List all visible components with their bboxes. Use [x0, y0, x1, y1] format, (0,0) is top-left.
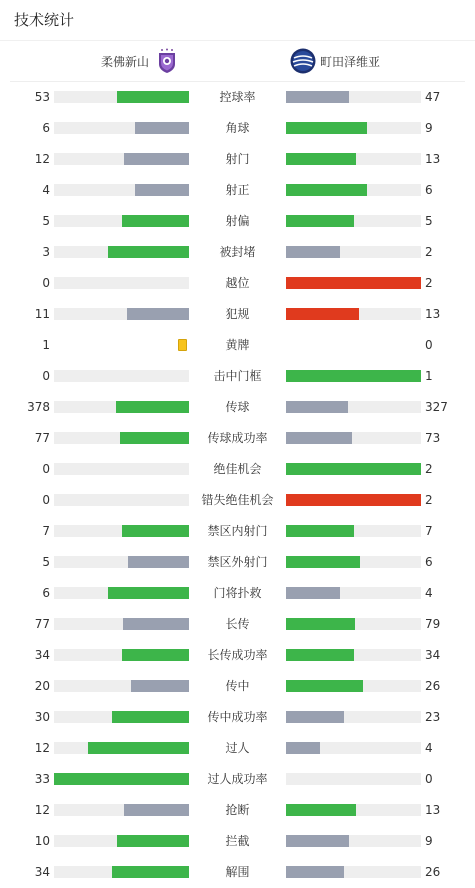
- away-stat-bar: [286, 742, 421, 754]
- home-stat-bar: [54, 618, 189, 630]
- home-stat-bar: [54, 463, 189, 475]
- away-stat-value: 13: [425, 152, 441, 166]
- away-stat-bar: [286, 215, 421, 227]
- home-stat-value: 34: [34, 648, 50, 662]
- home-stat-value: 33: [34, 772, 50, 786]
- stat-row: [0, 144, 475, 175]
- home-stat-value: 378: [27, 400, 50, 414]
- stat-row: [0, 299, 475, 330]
- away-stat-bar: [286, 91, 421, 103]
- stat-row: [0, 237, 475, 268]
- away-stat-bar-fill: [286, 246, 340, 258]
- away-stat-bar-fill: [286, 525, 354, 537]
- away-stat-bar-fill: [286, 587, 340, 599]
- home-stat-value: 77: [34, 431, 50, 445]
- home-team[interactable]: [101, 41, 177, 81]
- home-stat-value: 7: [42, 524, 50, 538]
- away-stat-value: 2: [425, 493, 433, 507]
- away-stat-bar-fill: [286, 835, 349, 847]
- home-stat-bar: [54, 494, 189, 506]
- stat-label: 错失绝佳机会: [201, 493, 274, 507]
- stat-label: 禁区内射门: [207, 524, 268, 538]
- away-stat-bar-fill: [286, 680, 363, 692]
- stat-label: 角球: [225, 121, 250, 135]
- stat-row: [0, 330, 475, 361]
- away-stat-value: 23: [425, 710, 441, 724]
- home-stat-bar-fill: [108, 587, 189, 599]
- teams-header: [10, 41, 465, 82]
- away-stat-bar-fill: [286, 153, 356, 165]
- home-stat-bar-fill: [122, 525, 190, 537]
- away-stat-bar-fill: [286, 91, 349, 103]
- away-stat-value: 1: [425, 369, 433, 383]
- stat-label: 过人: [225, 741, 250, 755]
- stat-label: 解围: [225, 865, 250, 879]
- johor-crest-icon: [157, 48, 177, 74]
- away-stat-bar-fill: [286, 277, 421, 289]
- home-stat-bar: [54, 370, 189, 382]
- home-stat-bar: [54, 866, 189, 878]
- stat-label: 黄牌: [225, 338, 250, 352]
- stat-label: 绝佳机会: [213, 462, 262, 476]
- away-stat-value: 34: [425, 648, 441, 662]
- away-stat-bar-fill: [286, 866, 344, 878]
- away-stat-bar: [286, 618, 421, 630]
- home-stat-value: 30: [34, 710, 50, 724]
- away-stat-bar-fill: [286, 649, 354, 661]
- home-stat-bar-fill: [135, 122, 189, 134]
- home-stat-bar-fill: [116, 401, 189, 413]
- stats-list: [0, 82, 475, 888]
- home-stat-bar-fill: [120, 432, 189, 444]
- away-stat-bar: [286, 246, 421, 258]
- home-stat-bar: [54, 401, 189, 413]
- stat-row: [0, 795, 475, 826]
- away-stat-bar: [286, 773, 421, 785]
- home-stat-bar-fill: [128, 556, 189, 568]
- away-stat-bar-fill: [286, 308, 359, 320]
- away-stat-bar-fill: [286, 122, 367, 134]
- stat-row: [0, 485, 475, 516]
- home-stat-bar: [54, 649, 189, 661]
- stat-label: 击中门框: [213, 369, 262, 383]
- away-stat-bar-fill: [286, 804, 356, 816]
- away-team-name: 町田泽维亚: [320, 54, 381, 69]
- yellow-card-icon: [178, 339, 187, 351]
- stat-label: 射正: [225, 183, 250, 197]
- away-stat-bar: [286, 463, 421, 475]
- away-stat-value: 0: [425, 772, 433, 786]
- away-stat-bar: [286, 866, 421, 878]
- away-stat-value: 9: [425, 834, 433, 848]
- home-stat-bar: [54, 773, 189, 785]
- home-stat-value: 6: [42, 121, 50, 135]
- away-stat-value: 327: [425, 400, 448, 414]
- away-team[interactable]: [290, 41, 380, 81]
- home-stat-value: 0: [42, 462, 50, 476]
- away-stat-value: 26: [425, 865, 441, 879]
- away-stat-value: 73: [425, 431, 441, 445]
- home-stat-value: 0: [42, 493, 50, 507]
- away-stat-bar: [286, 494, 421, 506]
- stat-row: [0, 423, 475, 454]
- away-stat-bar: [286, 649, 421, 661]
- away-stat-value: 0: [425, 338, 433, 352]
- stat-label: 传中成功率: [207, 710, 268, 724]
- away-stat-bar-fill: [286, 401, 348, 413]
- away-stat-bar-fill: [286, 432, 352, 444]
- away-stat-value: 13: [425, 307, 441, 321]
- stat-row: [0, 733, 475, 764]
- home-stat-bar: [54, 215, 189, 227]
- stat-row: [0, 82, 475, 113]
- stat-label: 犯规: [225, 307, 250, 321]
- home-stat-bar-fill: [131, 680, 189, 692]
- home-stat-bar: [54, 587, 189, 599]
- home-stat-value: 12: [34, 741, 50, 755]
- stat-row: [0, 113, 475, 144]
- away-stat-value: 47: [425, 90, 441, 104]
- home-stat-bar: [54, 122, 189, 134]
- stat-label: 禁区外射门: [207, 555, 268, 569]
- stat-label: 射偏: [225, 214, 250, 228]
- stat-row: [0, 454, 475, 485]
- stat-row: [0, 857, 475, 888]
- home-stat-bar-fill: [117, 835, 189, 847]
- away-stat-bar-fill: [286, 556, 360, 568]
- stat-label: 射门: [225, 152, 250, 166]
- home-stat-value: 20: [34, 679, 50, 693]
- home-stat-bar: [54, 835, 189, 847]
- home-stat-value: 4: [42, 183, 50, 197]
- home-stat-value: 1: [42, 338, 50, 352]
- away-stat-value: 7: [425, 524, 433, 538]
- stat-row: [0, 578, 475, 609]
- away-stat-value: 4: [425, 741, 433, 755]
- home-stat-value: 53: [34, 90, 50, 104]
- home-stat-bar: [54, 153, 189, 165]
- home-stat-value: 0: [42, 369, 50, 383]
- stat-row: [0, 175, 475, 206]
- home-stat-value: 5: [42, 555, 50, 569]
- stat-row: [0, 702, 475, 733]
- away-stat-value: 5: [425, 214, 433, 228]
- stat-label: 过人成功率: [207, 772, 268, 786]
- stat-label: 传球成功率: [207, 431, 268, 445]
- away-stat-value: 26: [425, 679, 441, 693]
- home-stat-bar: [54, 556, 189, 568]
- away-stat-bar: [286, 277, 421, 289]
- home-stat-bar: [54, 680, 189, 692]
- home-stat-bar: [54, 742, 189, 754]
- home-stat-bar-fill: [112, 711, 189, 723]
- away-stat-bar: [286, 525, 421, 537]
- away-stat-bar: [286, 835, 421, 847]
- home-stat-bar-fill: [108, 246, 189, 258]
- stat-label: 被封堵: [219, 245, 256, 259]
- home-stat-bar: [54, 804, 189, 816]
- home-stat-value: 34: [34, 865, 50, 879]
- away-stat-value: 13: [425, 803, 441, 817]
- away-stat-value: 2: [425, 276, 433, 290]
- home-stat-value: 3: [42, 245, 50, 259]
- home-stat-bar-fill: [88, 742, 189, 754]
- stat-label: 抢断: [225, 803, 250, 817]
- home-stat-bar: [54, 711, 189, 723]
- home-stat-bar-fill: [112, 866, 189, 878]
- stat-label: 拦截: [225, 834, 250, 848]
- home-stat-bar: [54, 246, 189, 258]
- away-stat-bar-fill: [286, 463, 421, 475]
- away-stat-bar: [286, 680, 421, 692]
- home-stat-value: 12: [34, 152, 50, 166]
- away-stat-value: 2: [425, 245, 433, 259]
- away-stat-bar: [286, 370, 421, 382]
- stat-row: [0, 826, 475, 857]
- home-stat-bar-fill: [122, 215, 190, 227]
- home-stat-bar: [54, 432, 189, 444]
- home-stat-value: 12: [34, 803, 50, 817]
- away-stat-bar-fill: [286, 742, 320, 754]
- away-stat-value: 2: [425, 462, 433, 476]
- away-stat-bar-fill: [286, 215, 354, 227]
- home-stat-value: 6: [42, 586, 50, 600]
- home-stat-value: 10: [34, 834, 50, 848]
- home-stat-bar-fill: [124, 804, 189, 816]
- away-stat-value: 79: [425, 617, 441, 631]
- home-stat-bar-fill: [135, 184, 189, 196]
- away-stat-bar: [286, 401, 421, 413]
- away-stat-value: 4: [425, 586, 433, 600]
- stat-row: [0, 268, 475, 299]
- away-stat-bar: [286, 308, 421, 320]
- away-stat-bar: [286, 432, 421, 444]
- stat-label: 门将扑救: [213, 586, 262, 600]
- stat-label: 控球率: [219, 90, 256, 104]
- away-stat-bar-fill: [286, 494, 421, 506]
- stat-row: [0, 361, 475, 392]
- home-stat-bar-fill: [124, 153, 189, 165]
- stat-row: [0, 640, 475, 671]
- stat-row: [0, 764, 475, 795]
- away-stat-bar: [286, 184, 421, 196]
- stat-row: [0, 516, 475, 547]
- away-stat-bar: [286, 122, 421, 134]
- home-stat-bar: [54, 91, 189, 103]
- home-team-name: 柔佛新山: [100, 54, 149, 69]
- away-stat-bar: [286, 556, 421, 568]
- away-stat-bar: [286, 711, 421, 723]
- home-stat-bar-fill: [123, 618, 189, 630]
- home-stat-value: 77: [34, 617, 50, 631]
- away-stat-value: 9: [425, 121, 433, 135]
- away-stat-bar: [286, 153, 421, 165]
- home-stat-bar-fill: [127, 308, 189, 320]
- stat-row: [0, 671, 475, 702]
- stat-label: 长传成功率: [207, 648, 268, 662]
- stat-label: 越位: [225, 276, 250, 290]
- stat-label: 传球: [225, 400, 250, 414]
- home-stat-bar-fill: [122, 649, 190, 661]
- home-stat-bar: [54, 184, 189, 196]
- page-title: 技术统计: [0, 0, 475, 41]
- machida-crest-icon: [290, 48, 316, 74]
- away-stat-value: 6: [425, 555, 433, 569]
- home-stat-bar: [54, 525, 189, 537]
- home-stat-bar: [54, 277, 189, 289]
- away-stat-bar-fill: [286, 711, 344, 723]
- home-stat-value: 11: [34, 307, 50, 321]
- away-stat-bar: [286, 804, 421, 816]
- stat-label: 长传: [225, 617, 250, 631]
- home-stat-bar-fill: [54, 773, 189, 785]
- stat-row: [0, 547, 475, 578]
- away-stat-value: 6: [425, 183, 433, 197]
- home-stat-value: 5: [42, 214, 50, 228]
- home-stat-bar: [54, 308, 189, 320]
- away-stat-bar-fill: [286, 184, 367, 196]
- stat-row: [0, 609, 475, 640]
- away-stat-bar: [286, 587, 421, 599]
- away-stat-bar-fill: [286, 370, 421, 382]
- stat-row: [0, 392, 475, 423]
- stat-label: 传中: [225, 679, 250, 693]
- home-stat-value: 0: [42, 276, 50, 290]
- away-stat-bar-fill: [286, 618, 355, 630]
- stat-row: [0, 206, 475, 237]
- home-stat-bar-fill: [117, 91, 189, 103]
